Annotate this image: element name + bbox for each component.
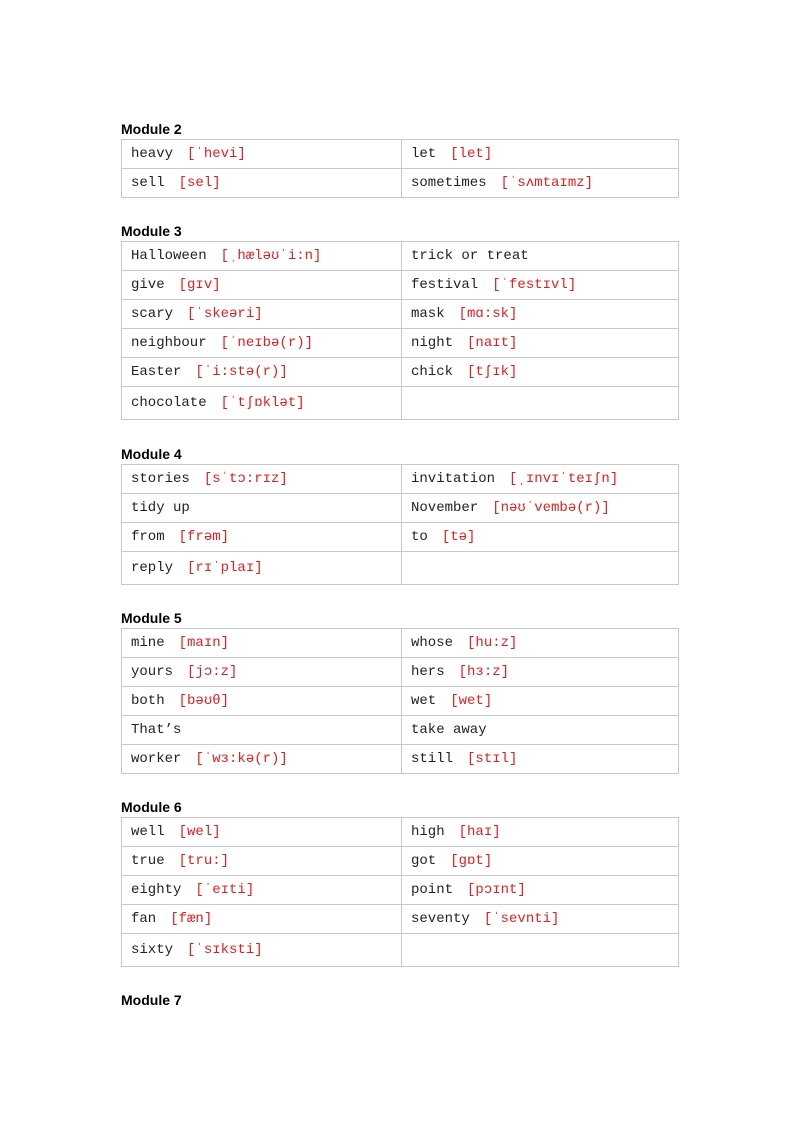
vocab-word: give: [131, 277, 165, 293]
vocab-cell: [402, 387, 679, 420]
vocab-word: sometimes: [411, 175, 487, 191]
vocab-phonetic: [wel]: [178, 824, 221, 840]
vocab-word: mask: [411, 306, 445, 322]
vocab-word: That’s: [131, 722, 182, 738]
module-section: [121, 797, 679, 967]
vocab-cell: [122, 465, 402, 494]
vocabulary-table: [121, 817, 679, 967]
table-row: [122, 847, 679, 876]
module-section: [121, 221, 679, 420]
vocabulary-table: [121, 139, 679, 198]
vocab-phonetic: [nəʊˈvembə(r)]: [492, 500, 610, 516]
vocab-phonetic: [maɪn]: [178, 635, 230, 651]
vocab-phonetic: [ˈsʌmtaɪmz]: [500, 175, 594, 191]
vocab-word: both: [131, 693, 165, 709]
table-row: [122, 140, 679, 169]
module-heading: Module 2: [121, 121, 182, 137]
vocab-phonetic: [ˈsɪksti]: [187, 942, 263, 958]
table-row: [122, 329, 679, 358]
vocab-word: chick: [411, 364, 454, 380]
table-row: [122, 523, 679, 552]
vocab-phonetic: [jɔ:z]: [187, 664, 238, 680]
vocab-phonetic: [naɪt]: [467, 335, 518, 351]
module-heading: Module 3: [121, 223, 182, 239]
vocab-phonetic: [ˈwɜ:kə(r)]: [195, 751, 288, 767]
table-row: [122, 658, 679, 687]
vocab-word: hers: [411, 664, 445, 680]
module-heading: Module 5: [121, 610, 182, 626]
vocab-cell: [402, 658, 679, 687]
vocab-cell: [122, 934, 402, 967]
table-row: [122, 716, 679, 745]
vocab-cell: [402, 271, 679, 300]
vocab-word: stories: [131, 471, 190, 487]
vocab-phonetic: [haɪ]: [458, 824, 501, 840]
table-row: [122, 494, 679, 523]
vocab-cell: [122, 140, 402, 169]
vocab-word: scary: [131, 306, 174, 322]
vocab-cell: [122, 876, 402, 905]
vocab-cell: [122, 847, 402, 876]
vocab-phonetic: [sˈtɔ:rɪz]: [203, 471, 288, 487]
table-row: [122, 169, 679, 198]
vocab-cell: [402, 140, 679, 169]
vocab-cell: [402, 358, 679, 387]
vocab-cell: [402, 905, 679, 934]
vocab-phonetic: [frəm]: [178, 529, 230, 545]
vocab-word: neighbour: [131, 335, 207, 351]
vocab-word: from: [131, 529, 165, 545]
vocab-word: chocolate: [131, 395, 207, 411]
vocab-phonetic: [fæn]: [170, 911, 213, 927]
vocab-word: sixty: [131, 942, 174, 958]
vocab-phonetic: [mɑ:sk]: [458, 306, 518, 322]
table-row: [122, 552, 679, 585]
vocab-cell: [122, 818, 402, 847]
vocab-word: to: [411, 529, 428, 545]
vocab-cell: [402, 629, 679, 658]
vocab-phonetic: [bəʊθ]: [178, 693, 230, 709]
vocab-cell: [122, 552, 402, 585]
module-section: [121, 608, 679, 774]
vocab-phonetic: [gɪv]: [178, 277, 221, 293]
module-heading: Module 7: [121, 992, 182, 1008]
vocab-word: November: [411, 500, 479, 516]
vocab-word: got: [411, 853, 437, 869]
vocab-phonetic: [wet]: [450, 693, 493, 709]
vocab-phonetic: [ˈneɪbə(r)]: [220, 335, 314, 351]
vocab-word: festival: [411, 277, 479, 293]
vocab-word: true: [131, 853, 165, 869]
vocab-cell: [122, 905, 402, 934]
vocab-word: still: [411, 751, 454, 767]
vocab-phonetic: [tə]: [441, 529, 476, 545]
vocab-cell: [402, 494, 679, 523]
vocab-cell: [402, 523, 679, 552]
vocab-word: wet: [411, 693, 437, 709]
vocabulary-table: [121, 241, 679, 420]
vocab-cell: [402, 818, 679, 847]
vocab-word: take away: [411, 722, 487, 738]
vocab-phonetic: [ˌhæləʊˈi:n]: [220, 248, 322, 264]
vocab-phonetic: [pɔɪnt]: [467, 882, 526, 898]
vocab-word: well: [131, 824, 165, 840]
module-section: [121, 444, 679, 585]
vocab-cell: [402, 716, 679, 745]
vocab-word: invitation: [411, 471, 496, 487]
vocab-phonetic: [hu:z]: [467, 635, 518, 651]
vocab-word: point: [411, 882, 454, 898]
table-row: [122, 358, 679, 387]
table-row: [122, 271, 679, 300]
vocab-phonetic: [hɜ:z]: [458, 664, 510, 680]
vocab-phonetic: [tru:]: [178, 853, 230, 869]
module-section: [121, 990, 679, 1010]
vocab-cell: [402, 242, 679, 271]
table-row: [122, 242, 679, 271]
vocab-word: trick or treat: [411, 248, 529, 264]
vocab-cell: [122, 300, 402, 329]
table-row: [122, 687, 679, 716]
vocab-cell: [402, 329, 679, 358]
vocab-cell: [402, 465, 679, 494]
vocab-cell: [122, 494, 402, 523]
vocab-phonetic: [ˈeɪti]: [195, 882, 255, 898]
vocabulary-table: [121, 464, 679, 585]
vocab-cell: [122, 745, 402, 774]
vocab-cell: [122, 358, 402, 387]
vocab-word: whose: [411, 635, 454, 651]
module-heading: Module 6: [121, 799, 182, 815]
vocab-phonetic: [ˈfestɪvl]: [492, 277, 577, 293]
vocab-cell: [402, 300, 679, 329]
vocab-word: yours: [131, 664, 174, 680]
vocab-cell: [402, 169, 679, 198]
vocab-word: tidy up: [131, 500, 190, 516]
table-row: [122, 745, 679, 774]
vocab-phonetic: [let]: [450, 146, 493, 162]
vocab-cell: [402, 687, 679, 716]
vocab-cell: [122, 242, 402, 271]
vocab-phonetic: [ˌɪnvɪˈteɪʃn]: [509, 471, 619, 487]
vocab-cell: [122, 271, 402, 300]
table-row: [122, 905, 679, 934]
vocab-word: Easter: [131, 364, 182, 380]
vocab-cell: [122, 658, 402, 687]
vocab-cell: [122, 716, 402, 745]
vocab-word: reply: [131, 560, 174, 576]
vocab-phonetic: [rɪˈplaɪ]: [187, 560, 263, 576]
vocab-word: fan: [131, 911, 157, 927]
table-row: [122, 387, 679, 420]
vocab-word: let: [411, 146, 437, 162]
vocab-phonetic: [ˈtʃɒklət]: [220, 395, 305, 411]
vocab-word: Halloween: [131, 248, 207, 264]
vocab-cell: [402, 876, 679, 905]
vocab-cell: [402, 934, 679, 967]
vocab-phonetic: [tʃɪk]: [467, 364, 518, 380]
vocab-cell: [122, 329, 402, 358]
vocab-word: mine: [131, 635, 165, 651]
vocab-cell: [122, 169, 402, 198]
vocab-cell: [122, 387, 402, 420]
vocab-cell: [122, 687, 402, 716]
vocab-phonetic: [stɪl]: [467, 751, 518, 767]
vocab-phonetic: [gɒt]: [450, 853, 493, 869]
vocab-word: worker: [131, 751, 182, 767]
vocab-phonetic: [ˈsevnti]: [483, 911, 560, 927]
vocab-word: heavy: [131, 146, 174, 162]
vocab-cell: [122, 523, 402, 552]
table-row: [122, 300, 679, 329]
module-heading: Module 4: [121, 446, 182, 462]
vocab-word: eighty: [131, 882, 182, 898]
vocab-word: night: [411, 335, 454, 351]
vocab-phonetic: [ˈi:stə(r)]: [195, 364, 288, 380]
vocabulary-table: [121, 628, 679, 774]
vocab-phonetic: [ˈskeəri]: [187, 306, 263, 322]
module-section: [121, 119, 679, 198]
table-row: [122, 876, 679, 905]
vocab-phonetic: [sel]: [178, 175, 221, 191]
vocab-cell: [402, 552, 679, 585]
vocab-word: seventy: [411, 911, 470, 927]
vocab-cell: [402, 847, 679, 876]
vocab-word: high: [411, 824, 445, 840]
vocab-cell: [402, 745, 679, 774]
table-row: [122, 629, 679, 658]
vocab-phonetic: [ˈhevi]: [187, 146, 246, 162]
table-row: [122, 465, 679, 494]
vocab-word: sell: [131, 175, 165, 191]
table-row: [122, 818, 679, 847]
vocab-cell: [122, 629, 402, 658]
table-row: [122, 934, 679, 967]
